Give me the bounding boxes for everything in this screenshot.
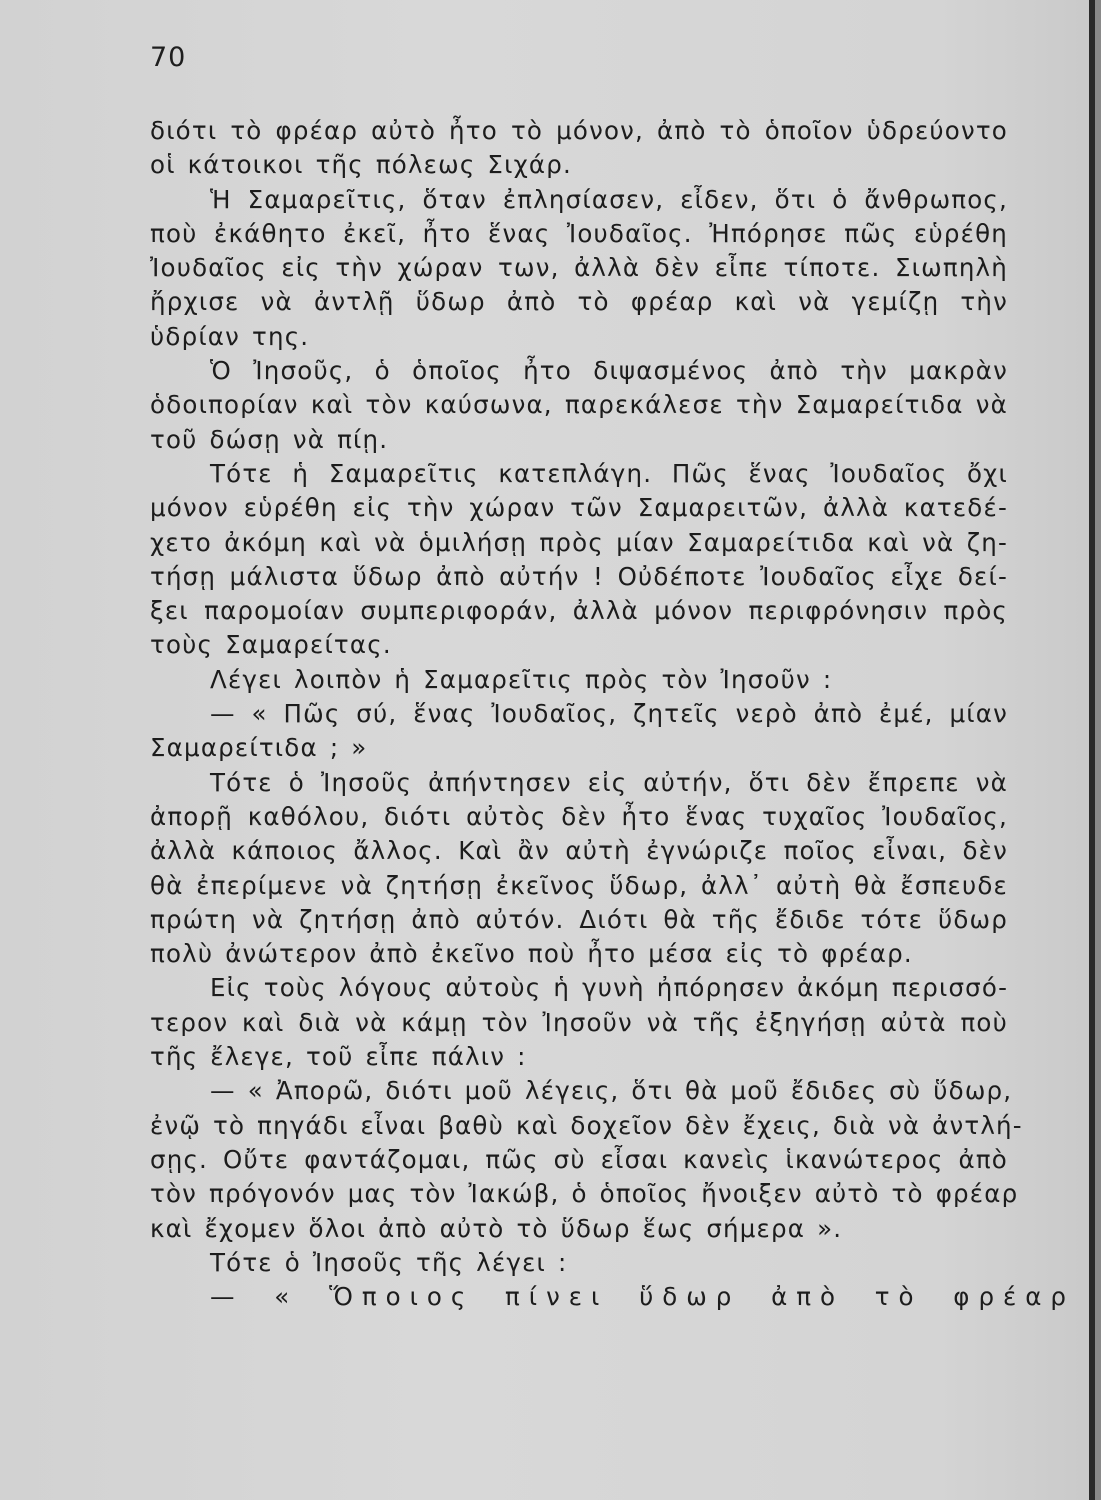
text-line: διότι τὸ φρέαρ αὐτὸ ἦτο τὸ μόνον, ἀπὸ τὸ ὁποῖον ὑδρεύοντο [150,116,1008,145]
body-text [150,114,1075,1314]
text-line: Ἡ Σαμαρεῖτις, ὅταν ἐπλησίασεν, εἶδεν, ὅτι ὁ ἄνθρωπος, [210,184,1008,214]
text-line: Εἰς τοὺς λόγους αὐτοὺς ἡ γυνὴ ἠπόρησεν ἀκόμη περισσό- [210,973,1009,1003]
text-line: θὰ ἐπερίμενε νὰ ζητήσῃ ἐκεῖνος ὕδωρ, ἀλλ᾽ αὐτὴ θὰ ἔσπευδε [150,870,1008,900]
text-line: τὸν πρόγονόν μας τὸν Ἰακώβ, ὁ ὁποῖος ἤνοιξεν αὐτὸ τὸ φρέαρ [150,1179,1019,1209]
text-line: τοὺς Σαμαρείτας. [150,630,392,660]
text-line: τήσῃ μάλιστα ὕδωρ ἀπὸ αὐτήν ! Οὐδέποτε Ἰουδαῖος εἶχε δεί- [150,561,1008,591]
text-line: Λέγει λοιπὸν ἡ Σαμαρεῖτις πρὸς τὸν Ἰησοῦν : [210,664,833,694]
text-line: μόνον εὑρέθη εἰς τὴν χώραν τῶν Σαμαρειτῶν, ἀλλὰ κατεδέ- [150,493,1008,523]
text-line: ποὺ ἐκάθητο ἐκεῖ, ἦτο ἕνας Ἰουδαῖος. Ἠπόρησε πῶς εὑρέθη [150,218,1008,248]
text-line: ἐνῷ τὸ πηγάδι εἶναι βαθὺ καὶ δοχεῖον δὲν ἔχεις, διὰ νὰ ἀντλή- [150,1110,1023,1140]
text-line: Τότε ὁ Ἰησοῦς ἀπήντησεν εἰς αὐτήν, ὅτι δὲν ἔπρεπε νὰ [210,767,1008,797]
text-line: Τότε ὁ Ἰησοῦς τῆς λέγει : [210,1247,568,1277]
page-number: 70 [150,42,187,73]
text-line: πρώτη νὰ ζητήσῃ ἀπὸ αὐτόν. Διότι θὰ τῆς ἔδιδε τότε ὕδωρ [150,904,1008,934]
text-line: σῃς. Οὔτε φαντάζομαι, πῶς σὺ εἶσαι κανεὶς ἱκανώτερος ἀπὸ [150,1144,1008,1174]
text-line: — « Ὅποιος πίνει ὕδωρ ἀπὸ τὸ φρέαρ [210,1282,1075,1312]
text-line: Τότε ἡ Σαμαρεῖτις κατεπλάγη. Πῶς ἕνας Ἰουδαῖος ὄχι [210,458,1008,488]
text-line: ἀλλὰ κάποιος ἄλλος. Καὶ ἂν αὐτὴ ἐγνώριζε ποῖος εἶναι, δὲν [150,836,1008,866]
text-line: τῆς ἔλεγε, τοῦ εἶπε πάλιν : [150,1042,527,1072]
text-line: χετο ἀκόμη καὶ νὰ ὁμιλήσῃ πρὸς μίαν Σαμαρείτιδα καὶ νὰ ζη- [150,527,1008,557]
page-outer-edge [1095,0,1101,1500]
text-line: οἱ κάτοικοι τῆς πόλεως Σιχάρ. [150,150,573,180]
text-line: ἤρχισε νὰ ἀντλῇ ὕδωρ ἀπὸ τὸ φρέαρ καὶ νὰ γεμίζῃ τὴν [150,287,1008,317]
text-line: Ὁ Ἰησοῦς, ὁ ὁποῖος ἦτο διψασμένος ἀπὸ τὴν μακρὰν [210,356,1008,386]
text-line: ὁδοιπορίαν καὶ τὸν καύσωνα, παρεκάλεσε τὴν Σαμαρείτιδα νὰ [150,390,1008,420]
text-line: τοῦ δώσῃ νὰ πίῃ. [150,424,389,454]
text-line: — « Ἀπορῶ, διότι μοῦ λέγεις, ὅτι θὰ μοῦ ἔδιδες σὺ ὕδωρ, [210,1076,1013,1106]
text-line: Ἰουδαῖος εἰς τὴν χώραν των, ἀλλὰ δὲν εἶπε τίποτε. Σιωπηλὴ [150,253,1008,283]
text-line: ὑδρίαν της. [150,321,310,351]
text-line: τερον καὶ διὰ νὰ κάμῃ τὸν Ἰησοῦν νὰ τῆς ἐξηγήσῃ αὐτὰ ποὺ [150,1007,1008,1037]
text-line: — « Πῶς σύ, ἕνας Ἰουδαῖος, ζητεῖς νερὸ ἀπὸ ἐμέ, μίαν [210,699,1008,729]
text-line: Σαμαρείτιδα ; » [150,733,368,763]
text-line: καὶ ἔχομεν ὅλοι ἀπὸ αὐτὸ τὸ ὕδωρ ἕως σήμερα ». [150,1213,843,1243]
text-line: ξει παρομοίαν συμπεριφοράν, ἀλλὰ μόνον περιφρόνησιν πρὸς [150,596,1008,626]
text-line: πολὺ ἀνώτερον ἀπὸ ἐκεῖνο ποὺ ἦτο μέσα εἰς τὸ φρέαρ. [150,939,913,969]
text-line: ἀπορῇ καθόλου, διότι αὐτὸς δὲν ἦτο ἕνας τυχαῖος Ἰουδαῖος, [150,801,1008,831]
